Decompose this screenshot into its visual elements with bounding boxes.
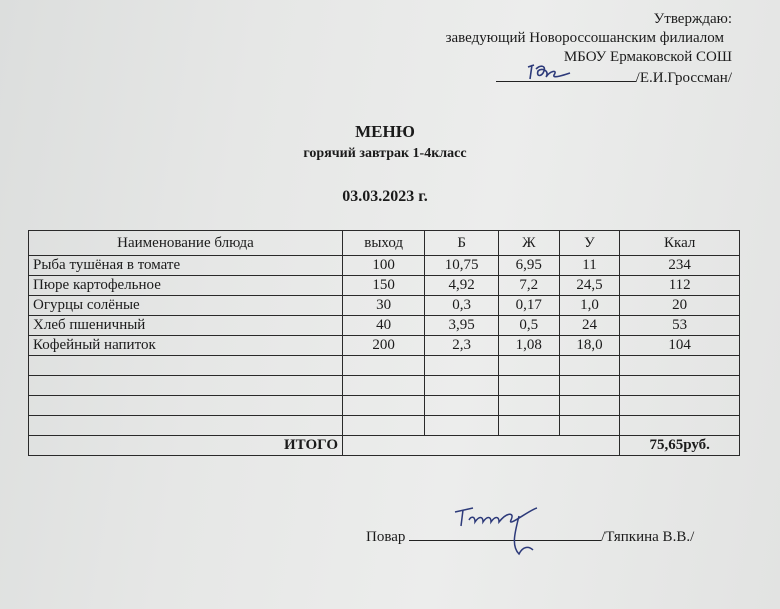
portion-cell: 40 bbox=[343, 316, 425, 336]
kcal-cell: 104 bbox=[620, 336, 740, 356]
portion-cell: 30 bbox=[343, 296, 425, 316]
cook-name: /Тяпкина В.В./ bbox=[601, 529, 695, 545]
fat-cell: 0,17 bbox=[498, 296, 559, 316]
table-row bbox=[29, 256, 740, 276]
protein-cell: 3,95 bbox=[425, 316, 499, 336]
approval-line2: заведующий Новороссошанским филиалом bbox=[445, 30, 724, 46]
approval-line1: Утверждаю: bbox=[653, 11, 732, 27]
page-subtitle: горячий завтрак 1-4класс bbox=[303, 146, 467, 161]
header-kcal: Ккал bbox=[620, 231, 740, 256]
table-row bbox=[29, 336, 740, 356]
carb-cell: 11 bbox=[559, 256, 620, 276]
portion-cell: 200 bbox=[343, 336, 425, 356]
kcal-cell: 20 bbox=[620, 296, 740, 316]
kcal-cell: 234 bbox=[620, 256, 740, 276]
table-row bbox=[29, 296, 740, 316]
header-proteins: Б bbox=[425, 231, 499, 256]
protein-cell: 4,92 bbox=[425, 276, 499, 296]
carb-cell: 1,0 bbox=[559, 296, 620, 316]
menu-date: 03.03.2023 г. bbox=[342, 188, 428, 205]
table-row bbox=[29, 316, 740, 336]
empty-row bbox=[29, 396, 740, 416]
total-row bbox=[29, 436, 740, 456]
kcal-cell: 53 bbox=[620, 316, 740, 336]
fat-cell: 7,2 bbox=[498, 276, 559, 296]
carb-cell: 24,5 bbox=[559, 276, 620, 296]
fat-cell: 0,5 bbox=[498, 316, 559, 336]
carb-cell: 18,0 bbox=[559, 336, 620, 356]
dish-name: Рыба тушёная в томате bbox=[29, 256, 343, 276]
protein-cell: 10,75 bbox=[425, 256, 499, 276]
empty-row bbox=[29, 356, 740, 376]
handwritten-signature-icon bbox=[524, 61, 584, 83]
approval-signer: /Е.И.Гроссман/ bbox=[635, 70, 732, 86]
kcal-cell: 112 bbox=[620, 276, 740, 296]
header-portion: выход bbox=[343, 231, 425, 256]
dish-name: Хлеб пшеничный bbox=[29, 316, 343, 336]
page-title: МЕНЮ bbox=[355, 122, 415, 141]
header-fats: Ж bbox=[498, 231, 559, 256]
cook-signature-line bbox=[409, 526, 601, 541]
portion-cell: 100 bbox=[343, 256, 425, 276]
dish-name: Пюре картофельное bbox=[29, 276, 343, 296]
table-row bbox=[29, 276, 740, 296]
handwritten-signature-icon bbox=[449, 502, 559, 562]
protein-cell: 2,3 bbox=[425, 336, 499, 356]
total-value: 75,65руб. bbox=[620, 436, 740, 456]
empty-row bbox=[29, 416, 740, 436]
header-carbs: У bbox=[559, 231, 620, 256]
header-dish: Наименование блюда bbox=[29, 231, 343, 256]
total-spacer bbox=[343, 436, 620, 456]
approval-sign-row bbox=[446, 67, 732, 88]
signature-line bbox=[496, 67, 636, 82]
cook-signature-block bbox=[366, 526, 694, 546]
menu-table bbox=[28, 230, 740, 456]
dish-name: Огурцы солёные bbox=[29, 296, 343, 316]
fat-cell: 6,95 bbox=[498, 256, 559, 276]
total-label: ИТОГО bbox=[29, 436, 343, 456]
cook-label: Повар bbox=[366, 529, 406, 545]
dish-name: Кофейный напиток bbox=[29, 336, 343, 356]
table-header-row bbox=[29, 231, 740, 256]
carb-cell: 24 bbox=[559, 316, 620, 336]
portion-cell: 150 bbox=[343, 276, 425, 296]
empty-row bbox=[29, 376, 740, 396]
fat-cell: 1,08 bbox=[498, 336, 559, 356]
approval-line3: МБОУ Ермаковской СОШ bbox=[563, 49, 732, 65]
approval-block bbox=[446, 10, 732, 88]
protein-cell: 0,3 bbox=[425, 296, 499, 316]
